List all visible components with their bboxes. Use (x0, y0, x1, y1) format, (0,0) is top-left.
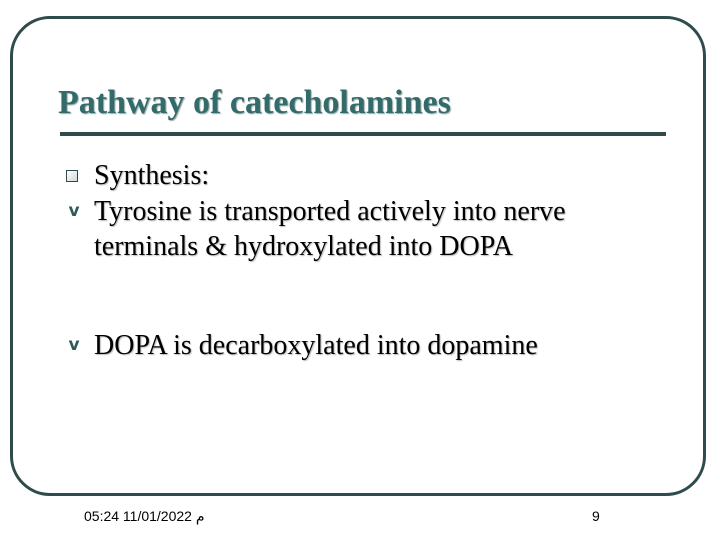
slide-title: Pathway of catecholamines (58, 84, 451, 121)
checkmark-bullet-icon: v (68, 335, 80, 355)
footer-date: 05:24 11/01/2022 م (84, 508, 205, 524)
bullet-text: Synthesis: (94, 160, 210, 191)
page-number: 9 (592, 508, 600, 524)
bullet-text: Tyrosine is transported actively into nerve terminals & hydroxylated into DOPA (94, 196, 566, 262)
title-underline (60, 132, 666, 136)
square-bullet-icon (66, 170, 78, 182)
bullet-text: DOPA is decarboxylated into dopamine (94, 330, 538, 361)
checkmark-bullet-icon: v (68, 201, 80, 221)
